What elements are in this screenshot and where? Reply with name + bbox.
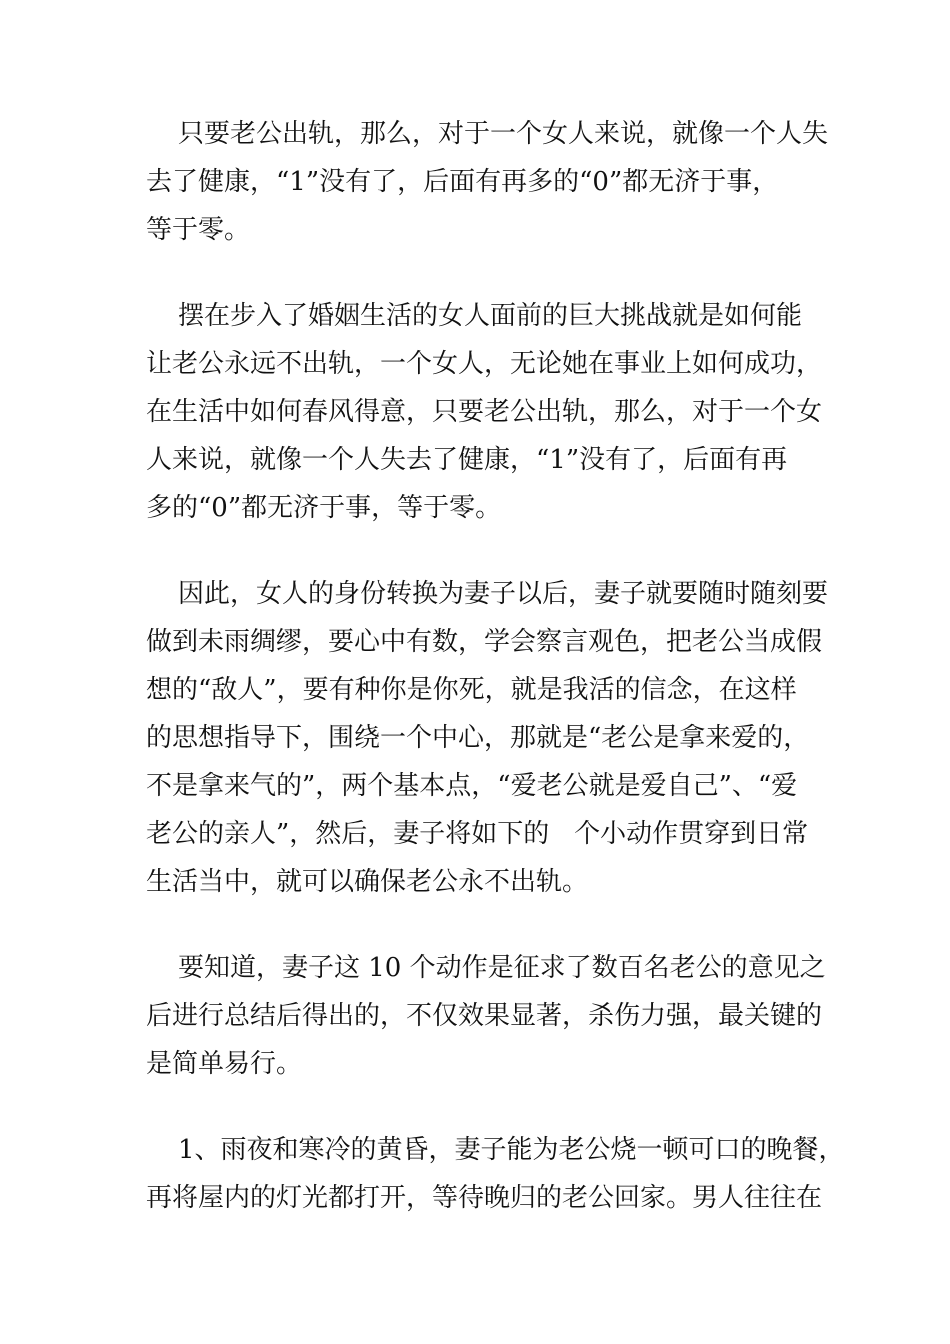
text-line: 做到未雨绸缪，要心中有数，学会察言观色，把老公当成假 xyxy=(146,627,823,657)
text-line: 再将屋内的灯光都打开，等待晚归的老公回家。男人往往在 xyxy=(146,1183,823,1213)
paragraph xyxy=(146,292,823,532)
text-line: 生活当中，就可以确保老公永不出轨。 xyxy=(146,867,589,897)
text-line: 后进行总结后得出的，不仅效果显著，杀伤力强，最关键的 xyxy=(146,1001,823,1031)
text-line: 是简单易行。 xyxy=(146,1049,303,1079)
text-line: 只要老公出轨，那么，对于一个女人来说，就像一个人失 xyxy=(178,119,829,149)
paragraph xyxy=(146,1126,845,1222)
paragraph xyxy=(146,110,829,254)
text-line: 想的“敌人”，要有种你是你死，就是我活的信念，在这样 xyxy=(146,675,797,705)
paragraph xyxy=(146,570,829,906)
text-line: 让老公永远不出轨，一个女人，无论她在事业上如何成功， xyxy=(146,349,823,379)
text-line: 老公的亲人”，然后，妻子将如下的 个小动作贯穿到日常 xyxy=(146,819,809,849)
text-line: 在生活中如何春风得意，只要老公出轨，那么，对于一个女 xyxy=(146,397,823,427)
text-line: 去了健康，“1”没有了，后面有再多的“0”都无济于事， xyxy=(146,167,779,197)
text-line: 不是拿来气的”，两个基本点，“爱老公就是爱自己”、“爱 xyxy=(146,771,798,801)
text-line: 多的“0”都无济于事，等于零。 xyxy=(146,493,502,523)
text-line: 因此，女人的身份转换为妻子以后，妻子就要随时随刻要 xyxy=(178,579,829,609)
text-line: 的思想指导下，围绕一个中心，那就是“老公是拿来爱的， xyxy=(146,723,810,753)
text-line: 要知道，妻子这 10 个动作是征求了数百名老公的意见之 xyxy=(178,953,826,983)
text-line: 等于零。 xyxy=(146,215,251,245)
text-line: 摆在步入了婚姻生活的女人面前的巨大挑战就是如何能 xyxy=(178,301,803,331)
document-body xyxy=(146,110,845,1260)
paragraph xyxy=(146,944,826,1088)
text-line: 人来说，就像一个人失去了健康，“1”没有了，后面有再 xyxy=(146,445,788,475)
text-line: 1、雨夜和寒冷的黄昏，妻子能为老公烧一顿可口的晚餐， xyxy=(178,1135,845,1165)
